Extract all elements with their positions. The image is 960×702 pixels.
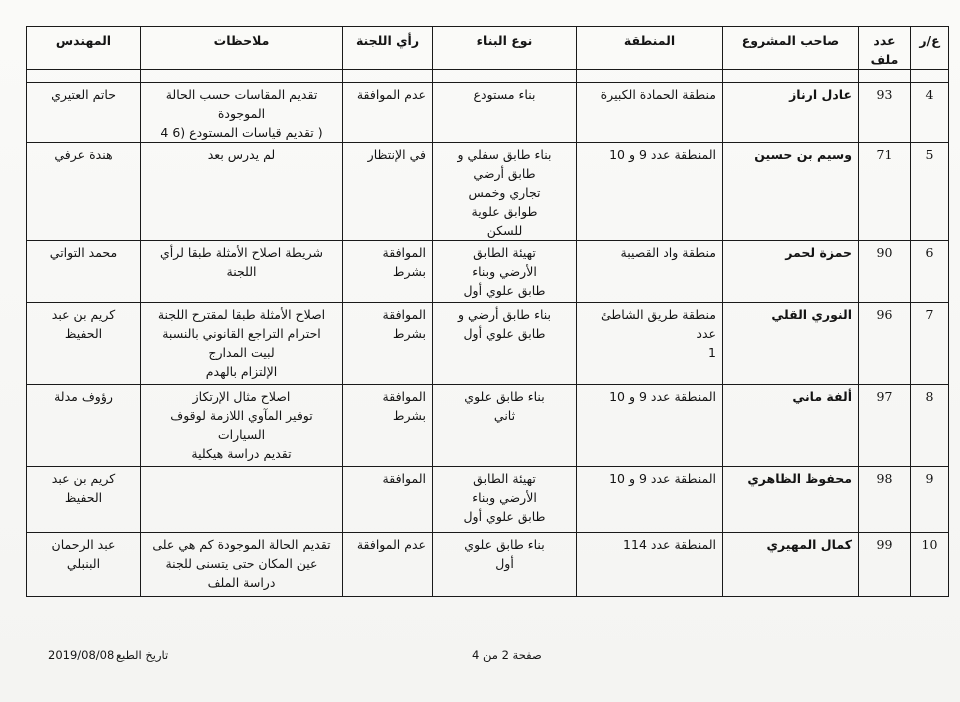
table-row <box>27 241 949 303</box>
cell-notes <box>141 533 343 597</box>
cell-engineer <box>27 385 141 467</box>
cell-building-type-line: بناء طابق علوي <box>464 537 545 552</box>
header-row-no: ع/ر <box>911 27 949 70</box>
cell-building-type-line: بناء طابق أرضي و <box>457 307 552 322</box>
cell-building-type-line: طابق علوي أول <box>463 283 546 298</box>
cell-file-no: 71 <box>859 143 911 241</box>
cell-building-type-line: بناء طابق علوي <box>464 389 545 404</box>
cell-notes-line: اللجنة <box>226 264 257 279</box>
table-row <box>27 533 949 597</box>
cell-file-no: 90 <box>859 241 911 303</box>
cell-notes-line: توفير المآوي اللازمة لوقوف <box>170 408 313 423</box>
cell-owner: كمال المهيري <box>723 533 859 597</box>
cell-building-type-line: الأرضي وبناء <box>472 490 537 505</box>
print-date: 2019/08/08 <box>48 648 115 662</box>
cell-building-type <box>433 83 577 143</box>
cell-row-no: 10 <box>911 533 949 597</box>
header-region: المنطقة <box>577 27 723 70</box>
cell-notes-line: الموجودة <box>217 106 266 121</box>
cell-row-no: 8 <box>911 385 949 467</box>
cell-building-type-line: تهيئة الطابق <box>473 471 536 486</box>
cell-owner: محفوظ الظاهري <box>723 467 859 533</box>
cell-region <box>577 83 723 143</box>
cell-building-type-line: أول <box>495 556 514 571</box>
cell-notes <box>141 83 343 143</box>
cell-region-line: المنطقة عدد 9 و 10 <box>609 147 716 162</box>
cell-engineer-line: رؤوف مدلة <box>54 389 113 404</box>
cell-notes-line: تقديم المقاسات حسب الحالة <box>165 87 318 102</box>
cell-committee-opinion-line: عدم الموافقة <box>356 537 426 552</box>
cell-building-type <box>433 385 577 467</box>
cell-building-type-line: ثاني <box>493 408 516 423</box>
cell-engineer-line: حاتم العتيري <box>51 87 116 102</box>
cell-engineer-line: الحفيظ <box>64 490 103 505</box>
cell-notes-line: لبيت المدارج <box>208 345 275 360</box>
cell-building-type <box>433 303 577 385</box>
cell-owner: وسيم بن حسين <box>723 143 859 241</box>
cell-engineer <box>27 83 141 143</box>
cell-region <box>577 241 723 303</box>
cell-engineer-line: هندة عرفي <box>54 147 113 162</box>
cell-region <box>577 143 723 241</box>
cell-row-no: 4 <box>911 83 949 143</box>
cell-region-line: 1 <box>708 345 716 360</box>
cell-building-type-line: بناء طابق سفلي و <box>457 147 552 162</box>
cell-notes-line: اصلاح مثال الإرتكاز <box>192 389 291 404</box>
cell-engineer-line: عبد الرحمان <box>51 537 116 552</box>
cell-notes-line: السيارات <box>217 427 266 442</box>
cell-notes-line: ( تقديم قياسات المستودع (6 4 <box>160 125 323 140</box>
cell-building-type-line: تجاري وخمس <box>468 185 541 200</box>
cell-row-no: 9 <box>911 467 949 533</box>
cell-row-no: 6 <box>911 241 949 303</box>
cell-building-type <box>433 143 577 241</box>
cell-region-line: منطقة طريق الشاطئ عدد <box>600 307 716 341</box>
cell-engineer-line: البنبلي <box>66 556 101 571</box>
cell-committee-opinion <box>343 83 433 143</box>
page-number: صفحة 2 من 4 <box>472 648 542 662</box>
cell-file-no: 97 <box>859 385 911 467</box>
cell-building-type <box>433 241 577 303</box>
cell-building-type <box>433 533 577 597</box>
cell-notes-line: الإلتزام بالهدم <box>205 364 278 379</box>
permits-table <box>26 26 949 597</box>
cell-region-line: المنطقة عدد 114 <box>623 537 716 552</box>
cell-engineer-line: كريم بن عبد <box>51 471 116 486</box>
table-header-row <box>27 27 949 70</box>
header-engineer: المهندس <box>27 27 141 70</box>
print-date-label: تاريخ الطبع <box>116 648 169 662</box>
table-row <box>27 303 949 385</box>
cell-building-type-line: طوابق علوية <box>471 204 538 219</box>
cell-notes-line: دراسة الملف <box>207 575 276 590</box>
cell-committee-opinion-line: في الإنتظار <box>367 147 426 162</box>
cell-committee-opinion <box>343 467 433 533</box>
cell-file-no: 96 <box>859 303 911 385</box>
cell-committee-opinion <box>343 533 433 597</box>
cell-notes-line: عين المكان حتى يتسنى للجنة <box>165 556 318 571</box>
cell-owner: النوري القلي <box>723 303 859 385</box>
table-row <box>27 83 949 143</box>
cell-notes <box>141 467 343 533</box>
cell-notes-line: لم يدرس بعد <box>207 147 276 162</box>
cell-building-type-line: طابق علوي أول <box>463 326 546 341</box>
cell-row-no: 7 <box>911 303 949 385</box>
table-row <box>27 385 949 467</box>
cell-notes-line: اصلاح الأمثلة طبقا لمقترح اللجنة <box>157 307 326 322</box>
cell-file-no: 93 <box>859 83 911 143</box>
cell-committee-opinion <box>343 143 433 241</box>
cell-region <box>577 385 723 467</box>
cell-committee-opinion <box>343 303 433 385</box>
cell-committee-opinion-line: الموافقة بشرط <box>382 307 426 341</box>
cell-owner: عادل ارناز <box>723 83 859 143</box>
header-committee-opinion: رأي اللجنة <box>343 27 433 70</box>
cell-notes-line: شريطة اصلاح الأمثلة طبقا لرأي <box>159 245 324 260</box>
cell-engineer-line: محمد التواتي <box>49 245 118 260</box>
cell-engineer <box>27 143 141 241</box>
cell-committee-opinion-line: الموافقة بشرط <box>382 245 426 279</box>
table-row <box>27 143 949 241</box>
cell-row-no: 5 <box>911 143 949 241</box>
cell-region <box>577 467 723 533</box>
cell-region-line: المنطقة عدد 9 و 10 <box>609 471 716 486</box>
cell-engineer <box>27 533 141 597</box>
cell-engineer <box>27 303 141 385</box>
cell-notes-line: تقديم دراسة هيكلية <box>191 446 292 461</box>
cell-owner: حمزة لحمر <box>723 241 859 303</box>
cell-region <box>577 533 723 597</box>
cell-committee-opinion <box>343 385 433 467</box>
cell-region-line: منطقة واد القصيبة <box>620 245 716 260</box>
cell-building-type <box>433 467 577 533</box>
cell-owner: ألفة ماني <box>723 385 859 467</box>
cell-engineer-line: كريم بن عبد <box>51 307 116 322</box>
cell-building-type-line: تهيئة الطابق <box>473 245 536 260</box>
cell-region-line: المنطقة عدد 9 و 10 <box>609 389 716 404</box>
cell-notes <box>141 303 343 385</box>
cell-engineer <box>27 241 141 303</box>
cell-engineer <box>27 467 141 533</box>
header-notes: ملاحظات <box>141 27 343 70</box>
header-building-type: نوع البناء <box>433 27 577 70</box>
cell-file-no: 99 <box>859 533 911 597</box>
cell-committee-opinion <box>343 241 433 303</box>
cell-file-no: 98 <box>859 467 911 533</box>
cell-building-type-line: للسكن <box>486 223 523 238</box>
cell-notes-line: تقديم الحالة الموجودة كم هي على <box>152 537 331 552</box>
cell-notes-line: احترام التراجع القانوني بالنسبة <box>162 326 321 341</box>
table-spacer-row <box>27 70 949 83</box>
cell-building-type-line: طابق علوي أول <box>463 509 546 524</box>
cell-building-type-line: بناء مستودع <box>473 87 536 102</box>
header-owner: صاحب المشروع <box>723 27 859 70</box>
table-row <box>27 467 949 533</box>
header-file-no: عدد ملف <box>859 27 911 70</box>
cell-committee-opinion-line: الموافقة <box>382 471 426 486</box>
cell-notes <box>141 143 343 241</box>
cell-engineer-line: الحفيظ <box>64 326 103 341</box>
cell-building-type-line: الأرضي وبناء <box>472 264 537 279</box>
cell-notes <box>141 241 343 303</box>
cell-building-type-line: طابق أرضي <box>473 166 536 181</box>
cell-committee-opinion-line: الموافقة بشرط <box>382 389 426 423</box>
cell-committee-opinion-line: عدم الموافقة <box>356 87 426 102</box>
cell-region <box>577 303 723 385</box>
table-body <box>27 70 949 597</box>
cell-region-line: منطقة الحمادة الكبيرة <box>600 87 716 102</box>
cell-notes <box>141 385 343 467</box>
